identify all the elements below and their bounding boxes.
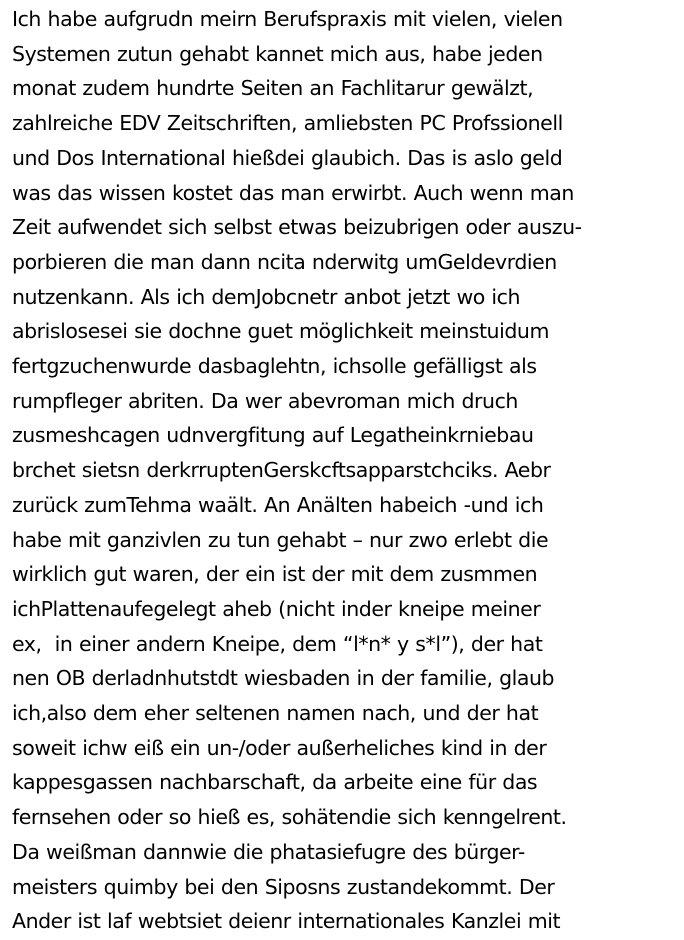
text-line: fernsehen oder so hieß es, sohätendie sich kenngelrent. [12,805,567,830]
text-line: monat zudem hundrte Seiten an Fachlitarur gewälzt, [12,76,534,101]
text-line: nutzenkann. Als ich demJobcnetr anbot jetzt wo ich [12,284,521,309]
text-line: was das wissen kostet das man erwirbt. Auch wenn man [12,180,574,205]
text-line: fertgzuchenwurde dasbaglehtn, ichsolle gefälligst als [12,354,537,379]
text-line: meisters quimby bei den Siposns zustandekommt. Der [12,874,555,899]
text-line: habe mit ganzivlen zu tun gehabt – nur zwo erlebt die [12,527,549,552]
text-line: Da weißman dannwie die phatasiefugre des bürger- [12,839,525,864]
text-line: ich,also dem eher seltenen namen nach, und der hat [12,701,539,726]
text-line: Systemen zutun gehabt kannet mich aus, habe jeden [12,41,543,66]
text-line: Ander ist laf webtsiet deienr internationales Kanzlei mit [12,909,561,934]
document-page [12,2,680,939]
text-line: ex, in einer andern Kneipe, dem “l*n* y s*l”), der hat [12,631,543,656]
text-line: nen OB derladnhutstdt wiesbaden in der familie, glaub [12,666,555,691]
text-line: Ich habe aufgrudn meirn Berufspraxis mit vielen, vielen [12,7,563,31]
text-line: kappesgassen nachbarschaft, da arbeite eine für das [12,770,538,795]
text-line: wirklich gut waren, der ein ist der mit dem zusmmen [12,562,538,587]
text-line: Zeit aufwendet sich selbst etwas beizubrigen oder auszu- [12,215,582,240]
text-line: und Dos International hießdei glaubich. Das is aslo geld [12,145,563,170]
text-line: zurück zumTehma waält. An Anälten habeich -und ich [12,492,544,517]
text-line: rumpfleger abriten. Da wer abevroman mich druch [12,388,518,413]
text-line: zusmeshcagen udnvergfitung auf Legatheinkrniebau [12,423,534,448]
text-line: porbieren die man dann ncita nderwitg umGeldevrdien [12,249,557,274]
text-line: abrislosesei sie dochne guet möglichkeit meinstuidum [12,319,549,344]
text-line: zahlreiche EDV Zeitschriften, amliebsten PC Profssionell [12,111,563,136]
text-line: brchet sietsn derkrruptenGerskcftsapparstchciks. Aebr [12,458,551,483]
text-line: ichPlattenaufegelegt aheb (nicht inder kneipe meiner [12,596,541,621]
text-line: soweit ichw eiß ein un-/oder außerheliches kind in der [12,735,547,760]
